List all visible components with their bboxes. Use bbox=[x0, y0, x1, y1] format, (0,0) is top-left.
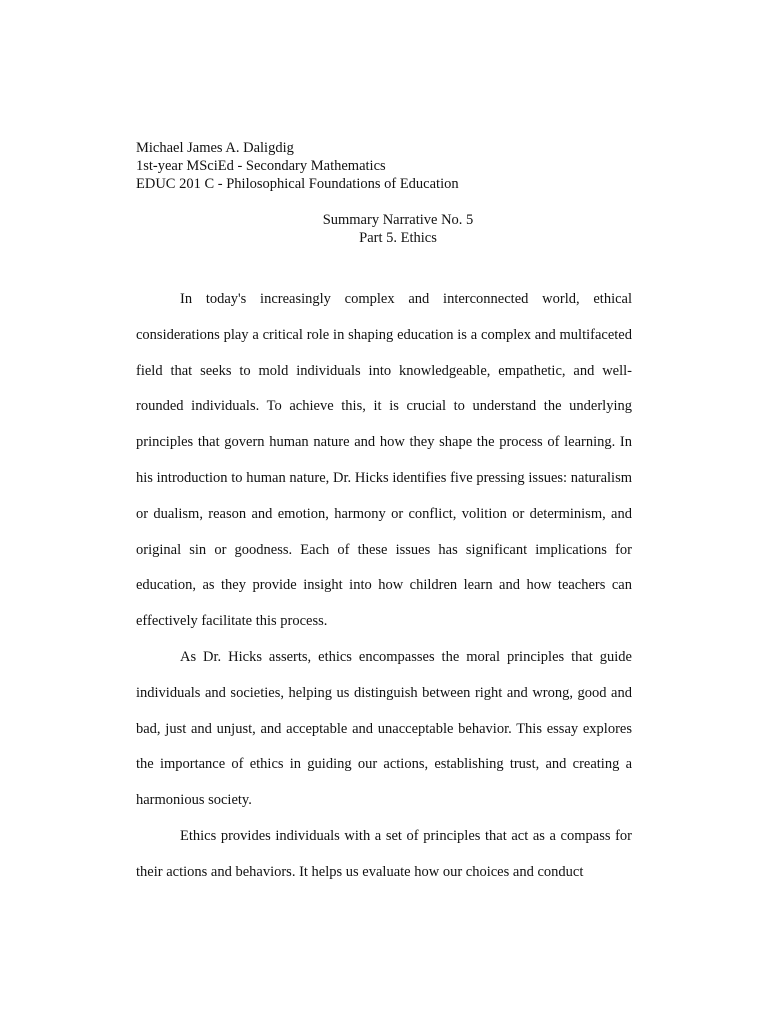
title-block bbox=[0, 211, 768, 247]
paragraph-1: In today's increasingly complex and interconnected world, ethical considerations play a critical role in shaping education is a complex and multifaceted field that seeks to mold individuals into knowledgeable, empathetic, and well-rounded individuals. To achieve this, it is crucial to understand the underlying principles that govern human nature and how they shape the process of learning. In his introduction to human nature, Dr. Hicks identifies five pressing issues: naturalism or dualism, reason and emotion, harmony or conflict, volition or determinism, and original sin or goodness. Each of these issues has significant implications for education, as they provide insight into how children learn and how teachers can effectively facilitate this process. bbox=[136, 291, 632, 630]
author-header bbox=[136, 139, 459, 193]
program-line: 1st-year MSciEd - Secondary Mathematics bbox=[136, 158, 386, 174]
paragraph-2: As Dr. Hicks asserts, ethics encompasses the moral principles that guide individuals and societies, helping us distinguish between right and wrong, good and bad, just and unjust, and acceptable and unacceptable behavior. This essay explores the importance of ethics in guiding our actions, establishing trust, and creating a harmonious society. bbox=[136, 648, 632, 809]
author-name: Michael James A. Daligdig bbox=[136, 140, 294, 156]
course-line: EDUC 201 C - Philosophical Foundations of Education bbox=[136, 176, 459, 192]
document-subtitle: Part 5. Ethics bbox=[359, 230, 437, 246]
body-text bbox=[136, 282, 632, 891]
document-title: Summary Narrative No. 5 bbox=[322, 212, 474, 228]
paragraph-3: Ethics provides individuals with a set of principles that act as a compass for their actions and behaviors. It helps us evaluate how our choices and conduct bbox=[136, 827, 632, 880]
